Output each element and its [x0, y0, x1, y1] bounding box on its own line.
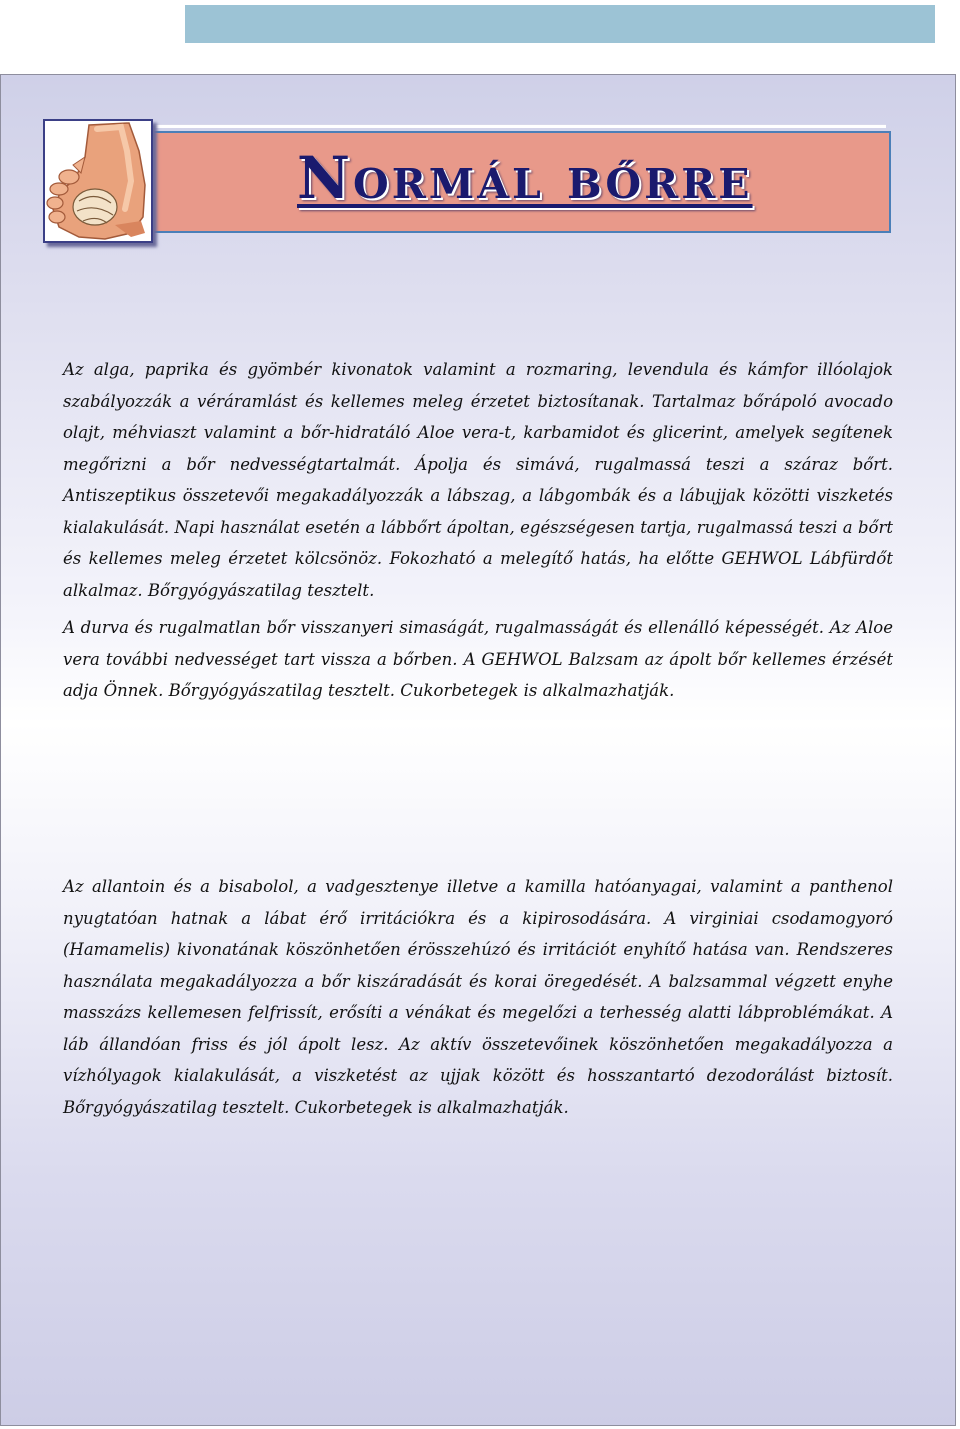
- paragraph-2: A durva és rugalmatlan bőr visszanyeri simaságát, rugalmasságát és ellenálló képességét. Az Aloe vera további nedvességet tart vissza a bőrben. A GEHWOL Balzsam az ápolt bőr kellemes érzését adja Önnek. Bőrgyógyászatilag tesztelt. Cukorbetegek is alkalmazhatják.: [63, 618, 893, 700]
- foot-massage-illustration: [45, 121, 151, 241]
- page-title: Normál bőrre: [297, 144, 753, 212]
- paragraph-1: Az alga, paprika és gyömbér kivonatok valamint a rozmaring, levendula és kámfor illóolajok szabályozzák a véráramlást és kellemes meleg érzetet biztosítanak. Tartalmaz bőrápoló avocado olajt, méhviaszt valamint a bőr-hidratáló Aloe vera-t, karbamidot és glicerint, amelyek segítenek megőrizni a bőr nedvességtartalmát. Ápolja és simává, rugalmassá teszi a száraz bőrt. Antiszeptikus összetevői megakadályozzák a lábszag, a lábgombák és a lábujjak közötti viszketés kialakulását. Napi használat esetén a lábbőrt ápoltan, egészségesen tartja, rugalmassá teszi a bőrt és kellemes meleg érzetet kölcsönöz. Fokozható a melegítő hatás, ha előtte GEHWOL Lábfürdőt alkalmaz. Bőrgyógyászatilag tesztelt.: [63, 360, 893, 600]
- header-divider: [151, 124, 886, 128]
- paragraph-3: Az allantoin és a bisabolol, a vadgesztenye illetve a kamilla hatóanyagai, valamint a panthenol nyugtatóan hatnak a lábat érő irritációkra és a kipirosodására. A virginiai csodamogyoró (Hamamelis) kivonatának köszönhetően érösszehúzó és irritációt enyhítő hatása van. Rendszeres használata megakadályozza a bőr kiszáradását és korai öregedését. A balzsammal végzett enyhe masszázs kellemesen felfrissít, erősíti a vénákat és megelőzi a terhesség alatti lábproblémákat. A láb állandóan friss és jól ápolt lesz. Az aktív összetevőinek köszönhetően megakadályozza a vízhólyagok kialakulását, a viszketést az ujjak között és hosszantartó dezodorálást biztosít. Bőrgyógyászatilag tesztelt. Cukorbetegek is alkalmazhatják.: [63, 877, 893, 1117]
- top-banner-bar: [185, 5, 935, 43]
- document-page: [0, 74, 956, 1426]
- foot-massage-icon: [43, 119, 153, 243]
- title-panel: [151, 131, 891, 233]
